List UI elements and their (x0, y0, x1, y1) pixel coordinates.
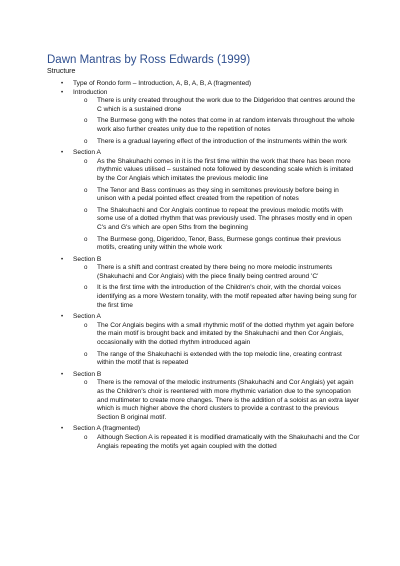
structure-outline (47, 80, 360, 451)
bullet-icon: • (61, 314, 64, 321)
outline-item-text: Section B (73, 255, 102, 263)
bullet-icon: • (61, 371, 64, 378)
sub-item (73, 284, 360, 310)
sub-list (73, 434, 360, 451)
sub-item-text: The Burmese gong, Digeridoo, Tenor, Bass, Burmese gongs continue their previous motifs, creating unity within the whole work (97, 235, 341, 252)
sub-bullet-icon: o (84, 264, 88, 272)
outline-item-text: Section A (73, 313, 101, 321)
sub-bullet-icon: o (84, 206, 88, 214)
bullet-icon: • (61, 150, 64, 157)
sub-bullet-icon: o (84, 137, 88, 145)
sub-bullet-icon: o (84, 157, 88, 165)
bullet-icon: • (61, 256, 64, 263)
outline-item (47, 256, 360, 311)
document-title: Dawn Mantras by Ross Edwards (1999) (47, 54, 251, 66)
sub-item (73, 207, 360, 233)
sub-item (73, 434, 360, 451)
sub-item (73, 158, 360, 184)
sub-bullet-icon: o (84, 379, 88, 387)
sub-item (73, 322, 360, 348)
sub-item (73, 236, 360, 253)
sub-bullet-icon: o (84, 117, 88, 125)
outline-item (47, 425, 360, 451)
sub-item (73, 187, 360, 204)
sub-item-text: There is a gradual layering effect of the introduction of the instruments within the work (97, 137, 347, 145)
document-subtitle: Structure (47, 68, 76, 75)
sub-item-text: The Shakuhachi and Cor Anglais continue to repeat the previous melodic motifs with some use of a dotted rhythm that was previously used. The phrases mostly end in open C's and G's which are open 5ths from the beginning (97, 206, 352, 231)
sub-bullet-icon: o (84, 97, 88, 105)
sub-item-text: There is the removal of the melodic instruments (Shakuhachi and Cor Anglais) yet again as the Children's choir is reentered with more rhythmic variation due to the syncopation and multimeter to create more changes. There is the addition of a soloist as an extra layer which is much higher above the chord clusters to provide a contrast to the previous Section B original motif. (97, 379, 359, 421)
sub-item (73, 138, 360, 147)
sub-bullet-icon: o (84, 321, 88, 329)
sub-bullet-icon: o (84, 284, 88, 292)
outline-item (47, 80, 360, 89)
sub-item-text: There is unity created throughout the work due to the Didgeridoo that centres around the C which is a sustained drone (97, 97, 356, 113)
outline-item (47, 89, 360, 147)
sub-item-text: It is the first time with the introduction of the Children's choir, with the chordal voices identifying as a more Western tonality, with the motif repeated after having being sung for the first time (97, 284, 357, 309)
sub-item (73, 97, 360, 114)
sub-bullet-icon: o (84, 433, 88, 441)
sub-item-text: The Tenor and Bass continues as they sing in semitones previously before being in unison with a pedal pointed effect created from the repetition of notes (97, 186, 339, 203)
outline-item (47, 149, 360, 253)
sub-bullet-icon: o (84, 350, 88, 358)
outline-item-text: Introduction (73, 88, 108, 96)
sub-item (73, 117, 360, 134)
bullet-icon: • (61, 81, 64, 87)
sub-list (73, 264, 360, 310)
sub-item-text: The range of the Shakuhachi is extended with the top melodic line, creating contrast within the motif that is repeated (97, 350, 342, 367)
sub-item-text: As the Shakuhachi comes in it is the first time within the work that there has been more rhythmic values utilised – sustained note followed by descending scale which is imitated by the Cor Anglais which imitates the previous melodic line (97, 157, 354, 182)
outline-item-text: Type of Rondo form – Introduction, A, B, A, B, A (fragmented) (73, 80, 252, 87)
sub-list (73, 158, 360, 253)
sub-item (73, 264, 360, 281)
bullet-icon: • (61, 426, 64, 433)
outline-item-text: Section B (73, 370, 102, 378)
sub-item-text: The Cor Anglais begins with a small rhythmic motif of the dotted rhythm yet again before the main motif is brought back and imitated by the Shakuhachi and then Cor Anglais, occasionally with the dotted rhythm introduced again (97, 321, 354, 347)
sub-item (73, 379, 360, 422)
sub-bullet-icon: o (84, 235, 88, 243)
bullet-icon: • (61, 89, 64, 96)
outline-item-text: Section A (73, 149, 101, 157)
sub-item-text: Although Section A is repeated it is modified dramatically with the Shakuhachi and the Cor Anglais repeating the motifs yet again coupled with the dotted (97, 433, 360, 450)
sub-item (73, 351, 360, 368)
sub-item-text: The Burmese gong with the notes that come in at random intervals throughout the whole work also further creates unity due to the repetition of notes (97, 117, 355, 133)
sub-list (73, 379, 360, 422)
sub-list (73, 97, 360, 146)
sub-item-text: There is a shift and contrast created by there being no more melodic instruments (Shakuhachi and Cor Anglais) with the piece finally being centred around 'C' (97, 264, 333, 280)
sub-bullet-icon: o (84, 186, 88, 194)
outline-item (47, 371, 360, 423)
sub-list (73, 322, 360, 368)
outline-item-text: Section A (fragmented) (73, 425, 141, 433)
outline-item (47, 313, 360, 368)
